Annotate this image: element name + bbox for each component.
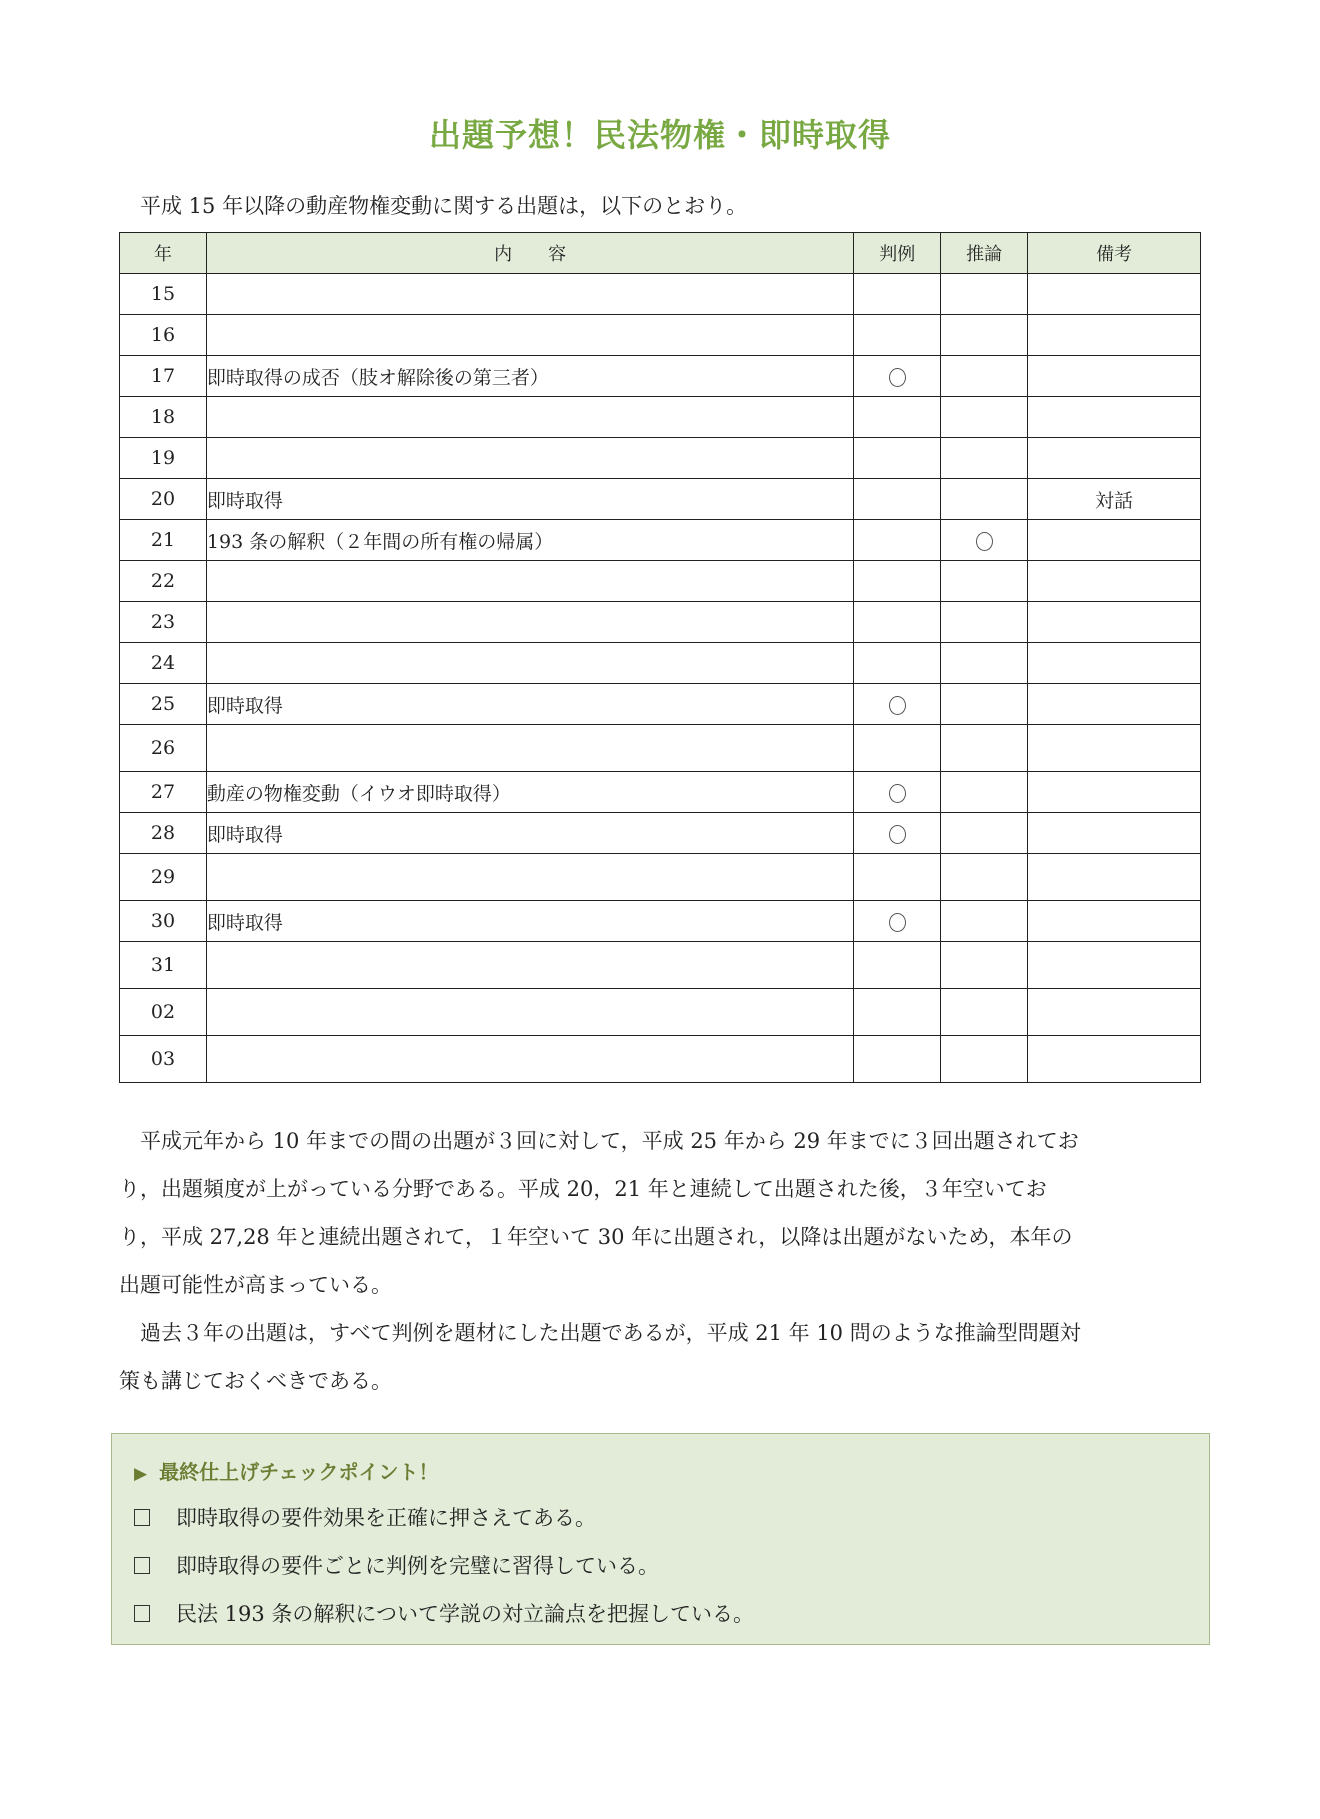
header-year: 年 bbox=[120, 233, 207, 274]
table-row bbox=[120, 901, 1201, 942]
cell-content bbox=[206, 942, 853, 989]
table-row bbox=[120, 772, 1201, 813]
table-row bbox=[120, 315, 1201, 356]
table-row bbox=[120, 520, 1201, 561]
cell-notes bbox=[1028, 854, 1201, 901]
page-title: 出題予想！民法物権・即時取得 bbox=[428, 116, 891, 154]
cell-notes bbox=[1028, 602, 1201, 643]
checkbox-icon[interactable] bbox=[134, 1605, 150, 1622]
cell-year: 03 bbox=[120, 1036, 207, 1083]
cell-content bbox=[206, 561, 853, 602]
cell-year: 20 bbox=[120, 479, 207, 520]
cell-year: 19 bbox=[120, 438, 207, 479]
cell-notes bbox=[1028, 942, 1201, 989]
header-content: 内 容 bbox=[206, 233, 853, 274]
table-row bbox=[120, 602, 1201, 643]
cell-year: 21 bbox=[120, 520, 207, 561]
analysis-line: 策も講じておくべきである。 bbox=[119, 1369, 392, 1393]
checkpoint-item-text: 即時取得の要件ごとに判例を完璧に習得している。 bbox=[176, 1554, 659, 1578]
cell-notes bbox=[1028, 813, 1201, 854]
cell-case-law bbox=[854, 1036, 941, 1083]
cell-notes bbox=[1028, 643, 1201, 684]
table-row bbox=[120, 561, 1201, 602]
cell-case-law bbox=[854, 725, 941, 772]
header-case-law: 判例 bbox=[854, 233, 941, 274]
cell-notes bbox=[1028, 274, 1201, 315]
header-reasoning: 推論 bbox=[941, 233, 1028, 274]
cell-content bbox=[206, 1036, 853, 1083]
cell-content: 即時取得 bbox=[206, 684, 853, 725]
cell-case-law bbox=[854, 561, 941, 602]
cell-content bbox=[206, 725, 853, 772]
circle-mark-icon bbox=[889, 368, 906, 387]
cell-content: 即時取得 bbox=[206, 813, 853, 854]
cell-content bbox=[206, 315, 853, 356]
analysis-line: 平成元年から 10 年までの間の出題が３回に対して，平成 25 年から 29 年までに３回出題されてお bbox=[140, 1129, 1079, 1153]
table-row bbox=[120, 942, 1201, 989]
analysis-line: 出題可能性が高まっている。 bbox=[119, 1273, 392, 1297]
cell-content bbox=[206, 438, 853, 479]
cell-case-law bbox=[854, 602, 941, 643]
circle-mark-icon bbox=[889, 784, 906, 803]
cell-year: 17 bbox=[120, 356, 207, 397]
cell-notes bbox=[1028, 772, 1201, 813]
cell-year: 02 bbox=[120, 989, 207, 1036]
triangle-right-icon: ▶ bbox=[134, 1464, 148, 1484]
checkbox-icon[interactable] bbox=[134, 1509, 150, 1526]
circle-mark-icon bbox=[889, 913, 906, 932]
cell-year: 29 bbox=[120, 854, 207, 901]
cell-case-law bbox=[854, 520, 941, 561]
cell-notes bbox=[1028, 989, 1201, 1036]
cell-case-law bbox=[854, 356, 941, 397]
cell-case-law bbox=[854, 901, 941, 942]
cell-year: 27 bbox=[120, 772, 207, 813]
cell-notes bbox=[1028, 520, 1201, 561]
circle-mark-icon bbox=[889, 825, 906, 844]
table-row bbox=[120, 989, 1201, 1036]
header-notes: 備考 bbox=[1028, 233, 1201, 274]
cell-reasoning bbox=[941, 1036, 1028, 1083]
cell-case-law bbox=[854, 989, 941, 1036]
cell-reasoning bbox=[941, 725, 1028, 772]
intro-text: 平成 15 年以降の動産物権変動に関する出題は，以下のとおり。 bbox=[140, 194, 748, 218]
analysis-line: り，平成 27,28 年と連続出題されて，１年空いて 30 年に出題され，以降は出題がないため，本年の bbox=[119, 1225, 1073, 1249]
cell-content bbox=[206, 989, 853, 1036]
cell-notes bbox=[1028, 315, 1201, 356]
cell-reasoning bbox=[941, 854, 1028, 901]
cell-year: 18 bbox=[120, 397, 207, 438]
cell-reasoning bbox=[941, 479, 1028, 520]
cell-content bbox=[206, 274, 853, 315]
cell-year: 28 bbox=[120, 813, 207, 854]
cell-case-law bbox=[854, 813, 941, 854]
cell-reasoning bbox=[941, 901, 1028, 942]
cell-case-law bbox=[854, 479, 941, 520]
cell-content bbox=[206, 602, 853, 643]
circle-mark-icon bbox=[889, 696, 906, 715]
table-row bbox=[120, 813, 1201, 854]
cell-case-law bbox=[854, 942, 941, 989]
analysis-paragraph-2 bbox=[119, 1309, 1209, 1405]
cell-notes bbox=[1028, 356, 1201, 397]
checkpoint-item bbox=[134, 1502, 596, 1532]
cell-reasoning bbox=[941, 643, 1028, 684]
cell-content: 193 条の解釈（２年間の所有権の帰属） bbox=[206, 520, 853, 561]
cell-year: 30 bbox=[120, 901, 207, 942]
cell-notes bbox=[1028, 1036, 1201, 1083]
cell-year: 16 bbox=[120, 315, 207, 356]
cell-content: 動産の物権変動（イウオ即時取得） bbox=[206, 772, 853, 813]
checkpoint-panel bbox=[111, 1433, 1210, 1645]
cell-case-law bbox=[854, 772, 941, 813]
cell-year: 25 bbox=[120, 684, 207, 725]
cell-reasoning bbox=[941, 520, 1028, 561]
cell-notes bbox=[1028, 438, 1201, 479]
circle-mark-icon bbox=[976, 532, 993, 551]
table-row bbox=[120, 438, 1201, 479]
cell-year: 23 bbox=[120, 602, 207, 643]
checkpoint-item-text: 即時取得の要件効果を正確に押さえてある。 bbox=[176, 1506, 596, 1530]
cell-reasoning bbox=[941, 942, 1028, 989]
exam-history-table bbox=[119, 232, 1201, 1083]
checkbox-icon[interactable] bbox=[134, 1557, 150, 1574]
table-row bbox=[120, 725, 1201, 772]
table-row bbox=[120, 684, 1201, 725]
cell-notes bbox=[1028, 901, 1201, 942]
cell-case-law bbox=[854, 315, 941, 356]
table-row bbox=[120, 356, 1201, 397]
cell-reasoning bbox=[941, 684, 1028, 725]
cell-year: 31 bbox=[120, 942, 207, 989]
analysis-line: 過去３年の出題は，すべて判例を題材にした出題であるが，平成 21 年 10 問のような推論型問題対 bbox=[140, 1321, 1081, 1345]
cell-case-law bbox=[854, 643, 941, 684]
table-body bbox=[120, 274, 1201, 1083]
checkpoint-item bbox=[134, 1598, 754, 1628]
cell-year: 24 bbox=[120, 643, 207, 684]
cell-reasoning bbox=[941, 356, 1028, 397]
cell-reasoning bbox=[941, 438, 1028, 479]
cell-notes bbox=[1028, 397, 1201, 438]
table-row bbox=[120, 854, 1201, 901]
table-row bbox=[120, 274, 1201, 315]
cell-content bbox=[206, 397, 853, 438]
table-row bbox=[120, 479, 1201, 520]
table-row bbox=[120, 397, 1201, 438]
cell-case-law bbox=[854, 684, 941, 725]
checkpoint-heading bbox=[134, 1456, 438, 1485]
cell-notes bbox=[1028, 725, 1201, 772]
cell-reasoning bbox=[941, 561, 1028, 602]
table-row bbox=[120, 643, 1201, 684]
cell-content: 即時取得 bbox=[206, 479, 853, 520]
analysis-line: り，出題頻度が上がっている分野である。平成 20，21 年と連続して出題された後，３年空いてお bbox=[119, 1177, 1047, 1201]
cell-notes bbox=[1028, 684, 1201, 725]
cell-case-law bbox=[854, 438, 941, 479]
cell-reasoning bbox=[941, 602, 1028, 643]
cell-year: 15 bbox=[120, 274, 207, 315]
table-row bbox=[120, 1036, 1201, 1083]
table-header-row bbox=[120, 233, 1201, 274]
checkpoint-item-text: 民法 193 条の解釈について学説の対立論点を把握している。 bbox=[176, 1602, 755, 1626]
cell-year: 22 bbox=[120, 561, 207, 602]
cell-reasoning bbox=[941, 315, 1028, 356]
cell-reasoning bbox=[941, 772, 1028, 813]
cell-case-law bbox=[854, 854, 941, 901]
cell-content: 即時取得の成否（肢オ解除後の第三者） bbox=[206, 356, 853, 397]
cell-reasoning bbox=[941, 989, 1028, 1036]
analysis-paragraph-1 bbox=[119, 1117, 1209, 1309]
cell-case-law bbox=[854, 274, 941, 315]
cell-notes: 対話 bbox=[1028, 479, 1201, 520]
cell-content bbox=[206, 854, 853, 901]
cell-content bbox=[206, 643, 853, 684]
checkpoint-item bbox=[134, 1550, 659, 1580]
cell-year: 26 bbox=[120, 725, 207, 772]
cell-content: 即時取得 bbox=[206, 901, 853, 942]
cell-case-law bbox=[854, 397, 941, 438]
cell-reasoning bbox=[941, 274, 1028, 315]
checkpoint-heading-text: 最終仕上げチェックポイント！ bbox=[159, 1460, 439, 1484]
cell-notes bbox=[1028, 561, 1201, 602]
cell-reasoning bbox=[941, 813, 1028, 854]
cell-reasoning bbox=[941, 397, 1028, 438]
